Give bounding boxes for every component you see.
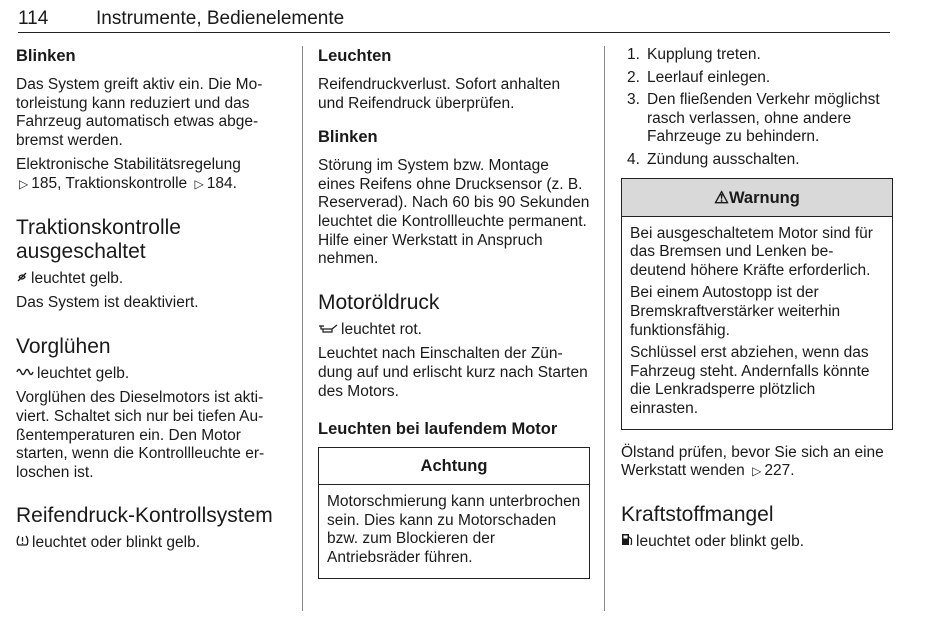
vorgluehen-heading: Vorglühen <box>16 334 111 358</box>
column-3 <box>621 46 893 551</box>
oil-pressure-icon <box>318 323 338 334</box>
reifendruck-status: leuchtet oder blinkt gelb. <box>32 534 201 552</box>
warnung-paragraph: Bei einem Autostopp ist der Bremskraftverstärker weiterhin funktionsfähig. <box>630 284 841 339</box>
achtung-box <box>318 447 590 578</box>
page-header <box>18 6 890 33</box>
kraftstoff-status: leuchtet oder blinkt gelb. <box>636 532 805 550</box>
list-item <box>621 151 893 170</box>
traktion-paragraph: Das System ist deaktiviert. <box>16 294 199 312</box>
blinken-heading: Blinken <box>318 128 378 147</box>
traktion-heading: Traktionskontrolle ausgeschaltet <box>16 215 181 263</box>
list-item <box>621 69 893 88</box>
achtung-text: Motorschmierung kann unterbrochen sein. Dies kann zu Motorschaden bzw. zum Blockieren der Antriebsräder führen. <box>327 493 581 566</box>
motoroel-status: leuchtet rot. <box>341 320 422 338</box>
warnung-paragraph: Schlüssel erst abziehen, wenn das Fahrzeug steht. Andernfalls könnte die Lenkradsperre plötzlich einrasten. <box>630 344 870 417</box>
leuchten-heading: Leuchten <box>318 47 392 65</box>
column-divider <box>302 46 303 611</box>
glow-plug-icon <box>16 366 34 378</box>
step-text: Zündung ausschalten. <box>647 150 800 168</box>
laufend-heading: Leuchten bei laufendem Motor <box>318 420 558 439</box>
step-number: 1. <box>627 46 640 63</box>
reifendruck-heading: Reifendruck-Kontrollsystem <box>16 504 273 528</box>
xref-text: 227. <box>764 462 795 480</box>
list-item <box>621 91 893 147</box>
step-text: Den fließenden Verkehr möglichst rasch verlassen, ohne andere Fahrzeuge zu behindern. <box>647 91 880 146</box>
xref-icon: ▷ <box>19 176 29 191</box>
xref-icon: ▷ <box>752 464 762 479</box>
column-1 <box>16 46 286 553</box>
vorgluehen-line <box>16 365 286 384</box>
blinken-paragraph: Das System greift aktiv ein. Die Motorleistung kann reduziert und das Fahrzeug automatisch etwas abgebremst werden. <box>16 76 263 149</box>
reifendruck-line <box>16 534 286 553</box>
tyre-pressure-icon <box>16 534 29 547</box>
warnung-paragraph: Bei ausgeschaltetem Motor sind für das Bremsen und Lenken bedeutend höhere Kräfte erforderlich. <box>630 224 873 279</box>
leuchten-paragraph: Reifendruckverlust. Sofort anhalten und Reifendruck überprüfen. <box>318 76 561 112</box>
steps-list <box>621 46 893 170</box>
motoroel-line <box>318 321 590 340</box>
oelstand-paragraph <box>621 444 893 481</box>
stability-reference <box>16 156 286 193</box>
xref-icon: ▷ <box>194 176 204 191</box>
traktion-line <box>16 270 286 289</box>
traktion-status: leuchtet gelb. <box>31 269 124 287</box>
motoroel-heading: Motoröldruck <box>318 290 440 314</box>
column-2 <box>318 46 590 579</box>
page-number: 114 <box>18 8 49 29</box>
section-title: Instrumente, Bedienelemente <box>96 8 345 29</box>
step-number: 4. <box>627 150 640 168</box>
oelstand-text: Ölstand prüfen, bevor Sie sich an eine Werkstatt wenden <box>621 443 884 480</box>
warnung-title-bar <box>622 179 892 217</box>
achtung-title: Achtung <box>319 448 589 485</box>
xref-text: 184. <box>206 174 237 192</box>
step-number: 2. <box>627 68 640 86</box>
step-text: Kupplung treten. <box>647 46 761 63</box>
motoroel-paragraph: Leuchtet nach Einschalten der Zündung auf und erlischt kurz nach Starten des Motors. <box>318 345 588 400</box>
stability-text: Elektronische Stabilitätsregelung <box>16 156 241 174</box>
kraftstoff-heading: Kraftstoffmangel <box>621 502 774 526</box>
column-divider <box>604 46 605 611</box>
kraftstoff-line <box>621 533 893 552</box>
blinken-paragraph: Störung im System bzw. Montage eines Reifens ohne Drucksensor (z. B. Reserverad). Nach 60 bis 90 Sekunden leuchtet die Kontrollleuchte permanent. Hilfe einer Werkstatt in Anspruch nehmen. <box>318 157 590 268</box>
traction-off-icon <box>16 271 28 283</box>
blinken-heading: Blinken <box>16 47 76 65</box>
warnung-box <box>621 178 893 430</box>
warnung-title: Warnung <box>728 188 800 207</box>
step-text: Leerlauf einlegen. <box>647 68 771 86</box>
list-item <box>621 46 893 65</box>
step-number: 3. <box>627 91 640 109</box>
warning-icon: ⚠ <box>714 188 729 207</box>
vorgluehen-paragraph: Vorglühen des Dieselmotors ist aktiviert. Schaltet sich nur bei tiefen Außentemperaturen ein. Den Motor starten, wenn die Kontrollleuchte erloschen ist. <box>16 389 265 481</box>
vorgluehen-status: leuchtet gelb. <box>37 364 130 382</box>
fuel-icon <box>621 533 633 546</box>
xref-text: 185, Traktionskontrolle <box>31 174 188 192</box>
